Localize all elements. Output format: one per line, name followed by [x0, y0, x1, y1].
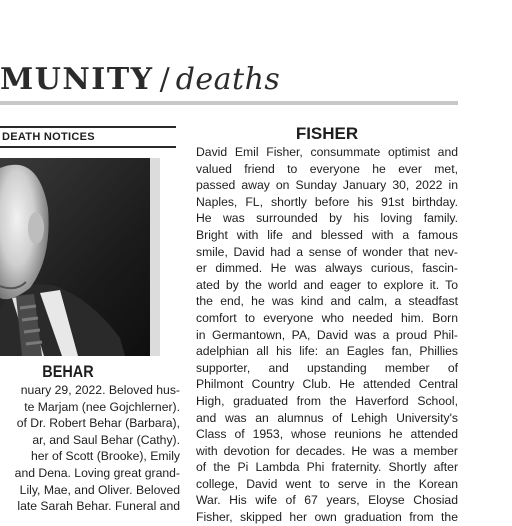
obituary-text-fisher: [196, 144, 458, 526]
text-line: High, graduated from the Haverford School,: [196, 393, 458, 408]
section-title-italic: deaths: [175, 62, 281, 97]
text-line: War. His wife of 67 years, Eloyse Chosiad: [196, 493, 458, 508]
portrait-image: [0, 158, 176, 356]
text-line: of Dr. Robert Behar (Barbara),: [16, 416, 180, 431]
text-line: and Dena. Loving great grand-: [14, 465, 180, 480]
text-line: supporter, and upstanding member of: [196, 360, 458, 375]
text-line: and was an alumnus of Lehigh University's: [196, 410, 458, 425]
text-line: of the Pi Lambda Phi fraternity. Shortly after: [196, 460, 458, 475]
text-line: late Sarah Behar. Funeral and: [17, 499, 180, 514]
text-line: adelphian all his life: an Eagles fan, Phillies: [196, 344, 458, 359]
text-line: Class of 1953, whose reunions he attended: [196, 427, 458, 442]
death-notices-header: DEATH NOTICES: [0, 126, 176, 148]
text-line: te Marjam (nee Gojchlerner).: [24, 399, 180, 414]
text-line: passed away on Sunday January 30, 2022 in: [196, 178, 458, 193]
text-line: ated by the world and eager to explore it. To: [196, 277, 458, 292]
text-line: valued friend to everyone he ever met,: [196, 161, 458, 176]
text-line: in Germantown, PA, David was a proud Phil-: [196, 327, 458, 342]
text-line: Philmont Country Club. He attended Central: [196, 377, 458, 392]
text-line: er dimmed. He was always curious, fascin-: [196, 261, 458, 276]
section-title-caps: MUNITY: [0, 62, 154, 97]
text-line: He was surrounded by his loving family.: [196, 211, 458, 226]
text-line: the end, he was kind and calm, a steadfast: [196, 294, 458, 309]
text-line: comfort to everyone who needed him. Born: [196, 310, 458, 325]
section-divider: [0, 101, 458, 105]
text-line: David Emil Fisher, consummate optimist and: [196, 145, 458, 159]
text-line: nuary 29, 2022. Beloved hus-: [20, 383, 180, 397]
text-line: college, David went to serve in the Korean: [196, 476, 458, 491]
text-line: Naples, FL, shortly before his 91st birthday.: [196, 194, 458, 209]
obituary-name-behar: BEHAR: [42, 362, 94, 381]
text-line: smile, David had a sense of wonder that nev-: [196, 244, 458, 259]
text-line: Lily, Mae, and Oliver. Beloved: [19, 482, 180, 497]
text-line: ar, and Saul Behar (Cathy).: [32, 432, 180, 447]
text-line: with devotion for decades. He was a member: [196, 443, 458, 458]
obituary-text-behar: [0, 382, 180, 515]
text-line: Fisher, skipped her own graduation from the: [196, 510, 458, 525]
text-line: her of Scott (Brooke), Emily: [30, 449, 180, 464]
text-line: Bright with life and blessed with a famous: [196, 227, 458, 242]
section-title: [0, 60, 280, 100]
section-title-slash: /: [159, 62, 170, 97]
obituary-photo: [0, 158, 176, 356]
obituary-name-fisher: FISHER: [295, 124, 359, 143]
